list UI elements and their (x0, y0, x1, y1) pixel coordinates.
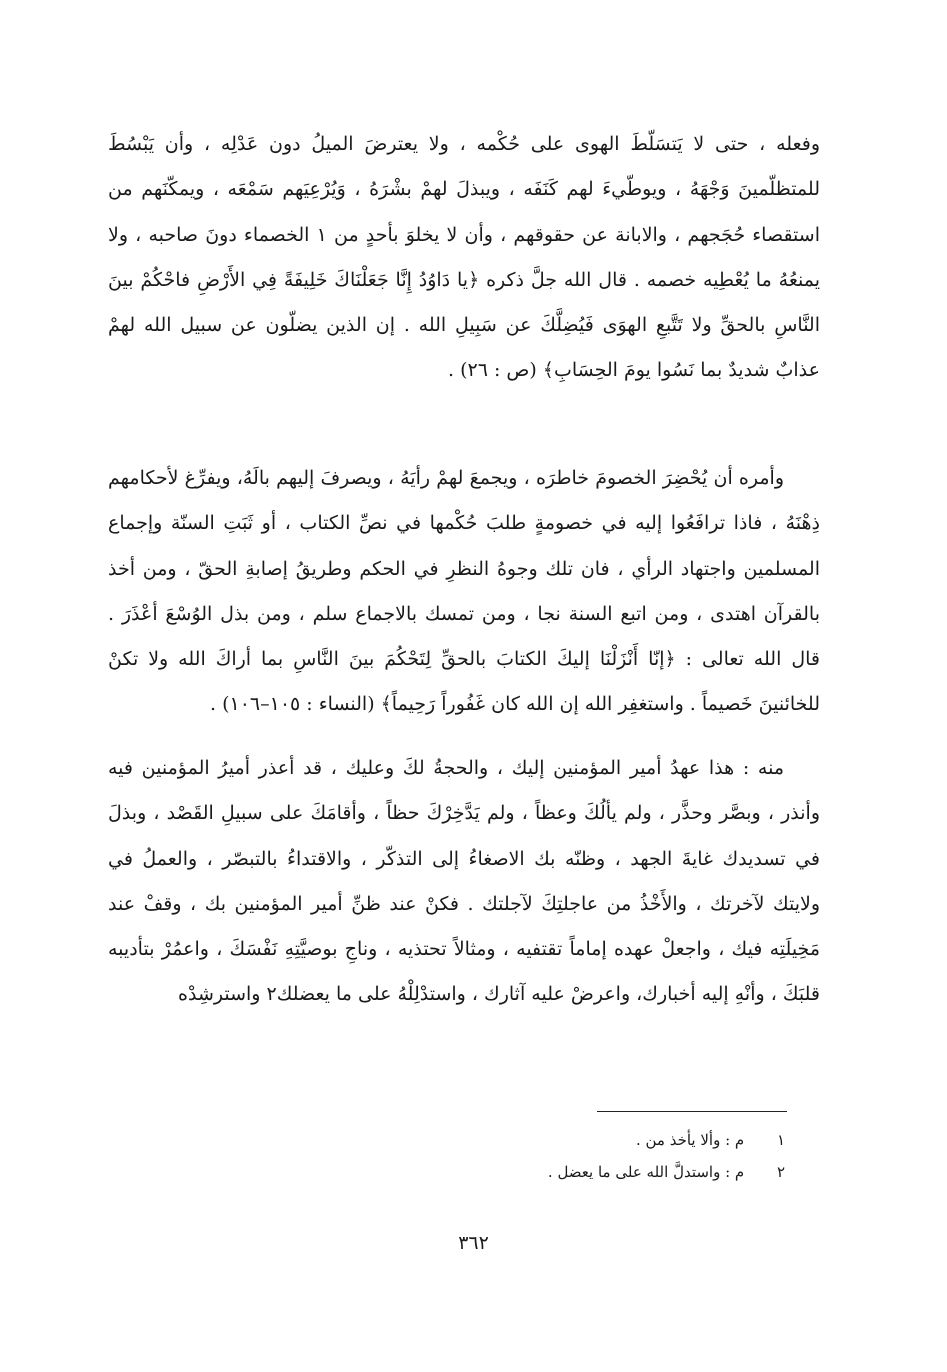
footnote-1-number: ١ (776, 1131, 785, 1149)
footnote-2-text: م : واستدلَّ الله على ما يعضل . (547, 1163, 745, 1181)
footnote-2-number: ٢ (776, 1163, 785, 1181)
footnote-separator (597, 1111, 787, 1112)
page-number: ٣٦٢ (458, 1232, 489, 1254)
body-paragraph-2: وأمره أن يُحْضِرَ الخصومَ خاطرَه ، ويجمعَ لهمْ رأيَهُ ، ويصرفَ إليهم بالَهُ، ويفرِّغ لأحكامهم ذِهْنَهُ ، فاذا ترافَعُوا إليه في خصومةٍ طلبَ حُكْمها في نصِّ الكتاب ، أو ثَبَتِ السنّة وإجماع المسلمين واجتهاد الرأي ، فان تلك وجوهُ النظرِ في الحكم وطريقُ إصابةِ الحقّ ، ومن أخذ بالقرآن اهتدى ، ومن اتبع السنة نجا ، ومن تمسك بالاجماع سلم ، ومن بذل الوُسْعَ أعْذَرَ . قال الله تعالى : ﴿إنّا أَنْزَلْنَا إليكَ الكتابَ بالحقِّ لِتَحْكُمَ بينَ النَّاسِ بما أراكَ الله ولا تكنْ للخائنينَ خَصيماً . واستغفِر الله إن الله كان غَفُوراً رَحِيماً﴾ (النساء : ١٠٥–١٠٦) . (108, 467, 820, 716)
footnote-2 (440, 1156, 785, 1188)
body-paragraph-3: منه : هذا عهدُ أمير المؤمنين إليك ، والحجةُ لكَ وعليك ، قد أعذر أميرُ المؤمنين فيه وأنذر ، وبصَّر وحذَّر ، ولم يألُكَ وعظاً ، ولم يَدَّخِرْكَ حظاً ، وأقامَكَ على سبيلِ القَصْد ، وبذلَ في تسديدك غايةَ الجهد ، وظنّه بك الاصغاءُ إلى التذكّر ، والاقتداءُ بالتبصّر ، والعملُ في ولايتك لآخرتك ، والأَخْذُ من عاجلتِكَ لآجلتك . فكنْ عند ظنِّ أمير المؤمنين بك ، وقفْ عند مَخِيلَتِه فيك ، واجعلْ عهده إماماً تقتفيه ، ومثالاً تحتذيه ، وناجِ بوصيَّتِهِ نَفْسَكَ ، واعمُرْ بتأديبه قلبَكَ ، وأنْهِ إليه أخبارك، واعرضْ عليه آثارك ، واستدْلِلْهُ على ما يعضلك٢ واسترشِدْه (108, 757, 820, 1006)
footnote-1-text: م : وألا يأخذ من . (635, 1131, 745, 1149)
body-paragraph-1: وفعله ، حتى لا يَتسَلّطَ الهوى على حُكْمه ، ولا يعترضَ الميلُ دون عَدْلِه ، وأن يَبْسُطَ للمتظلّمينَ وَجْهَهُ ، ويوطّيءَ لهم كَنَفَه ، ويبذلَ لهمْ بشْرَهُ ، وَيُرْعِيَهم سَمْعَه ، ويمكّنَهم من استقصاء حُجَجهم ، والابانة عن حقوقهم ، وأن لا يخلوَ بأحدٍ من ١ الخصماء دونَ صاحبه ، ولا يمنعُهُ ما يُعْطِيه خصمه . قال الله جلَّ ذكره ﴿يا دَاوُدُ إِنَّا جَعَلْنَاكَ خَلِيفَةً فِي الأَرْضِ فاحْكُمْ بينَ النَّاسِ بالحقِّ ولا تَتَّبعِ الهوَى فَيُضِلَّكَ عن سَبِيلِ الله . إن الذين يضلّون عن سبيل الله لهمْ عذابٌ شديدٌ بما نَسُوا يومَ الحِسَابِ﴾ (ص : ٢٦) . (108, 133, 820, 382)
footnote-1 (440, 1124, 785, 1156)
